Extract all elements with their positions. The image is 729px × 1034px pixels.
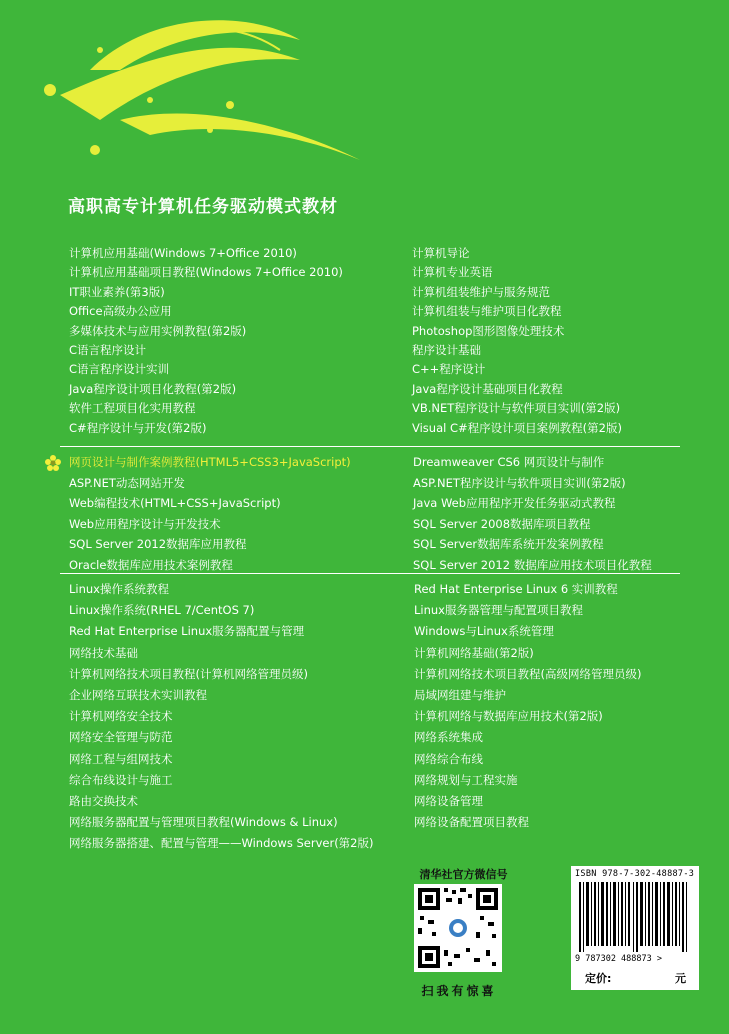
- divider: [60, 573, 680, 574]
- book-title: 局域网组建与维护: [414, 688, 506, 702]
- book-title: 计算机组装维护与服务规范: [412, 284, 550, 299]
- book-title: 网络服务器配置与管理项目教程(Windows & Linux): [69, 815, 338, 830]
- book-title: ASP.NET程序设计与软件项目实训(第2版): [413, 475, 626, 490]
- book-title: C语言程序设计: [69, 343, 147, 357]
- book-title: C#程序设计与开发(第2版): [69, 420, 207, 435]
- book-title: C语言程序设计实训: [69, 362, 170, 377]
- qr-label: 清华社官方微信号: [419, 868, 508, 881]
- series-title: 高职高专计算机任务驱动模式教材: [68, 197, 338, 217]
- book-title: Java Web应用程序开发任务驱动式教程: [413, 496, 616, 511]
- book-title: 网络服务器搭建、配置与管理——Windows Server(第2版): [69, 836, 374, 851]
- divider: [60, 446, 680, 447]
- book-title: 计算机网络技术项目教程(计算机网络管理员级): [69, 666, 308, 681]
- book-title: Java程序设计基础项目化教程: [412, 381, 563, 396]
- book-title: Windows与Linux系统管理: [414, 624, 554, 639]
- book-title: 企业网络互联技术实训教程: [69, 688, 207, 702]
- book-title: 计算机专业英语: [412, 265, 493, 280]
- book-title: 计算机应用基础项目教程(Windows 7+Office 2010): [69, 265, 343, 280]
- book-title: 计算机导论: [412, 246, 470, 260]
- book-title: 计算机应用基础(Windows 7+Office 2010): [69, 246, 297, 260]
- book-title: 网络工程与组网技术: [69, 751, 173, 766]
- book-title: 网络技术基础: [69, 645, 138, 660]
- book-title: SQL Server 2012 数据库应用技术项目化教程: [413, 558, 652, 572]
- scan-text: 扫我有惊喜: [421, 984, 497, 998]
- book-title: Linux服务器管理与配置项目教程: [414, 603, 583, 618]
- qr-code: [414, 884, 502, 972]
- book-title: 计算机组装与维护项目化教程: [412, 304, 562, 319]
- book-title: Linux操作系统教程: [69, 582, 169, 596]
- book-title: 网络规划与工程实施: [414, 772, 518, 787]
- book-title: 网络安全管理与防范: [69, 730, 173, 745]
- barcode-box: [571, 866, 699, 990]
- book-title: 计算机网络基础(第2版): [414, 645, 534, 660]
- book-title: SQL Server 2012数据库应用教程: [69, 537, 247, 552]
- book-title: Office高级办公应用: [69, 304, 172, 319]
- book-title: IT职业素养(第3版): [69, 284, 165, 299]
- barcode-icon: [579, 882, 691, 952]
- book-title: 软件工程项目化实用教程: [69, 401, 196, 416]
- book-title: Web编程技术(HTML+CSS+JavaScript): [69, 496, 281, 511]
- book-title: 网页设计与制作案例教程(HTML5+CSS3+JavaScript): [69, 455, 351, 469]
- book-title: 多媒体技术与应用实例教程(第2版): [69, 323, 247, 338]
- book-title: 网络设备配置项目教程: [414, 815, 529, 830]
- book-title: Visual C#程序设计项目案例教程(第2版): [412, 420, 622, 435]
- book-title: Oracle数据库应用技术案例教程: [69, 558, 233, 572]
- book-title: 网络综合布线: [414, 751, 483, 766]
- book-title: Linux操作系统(RHEL 7/CentOS 7): [69, 603, 255, 618]
- qr-code-icon: [414, 884, 502, 972]
- book-title: Red Hat Enterprise Linux 6 实训教程: [414, 582, 618, 596]
- book-title: Java程序设计项目化教程(第2版): [69, 381, 237, 396]
- book-title: Photoshop图形图像处理技术: [412, 323, 565, 338]
- book-title: C++程序设计: [412, 362, 486, 377]
- barcode-digits: 9 787302 488873 >: [575, 954, 662, 964]
- isbn-text: ISBN 978-7-302-48887-3: [575, 869, 695, 879]
- book-title: 计算机网络与数据库应用技术(第2版): [414, 709, 603, 724]
- book-title: SQL Server 2008数据库项目教程: [413, 516, 591, 531]
- book-title: 计算机网络安全技术: [69, 709, 173, 724]
- book-title: 网络系统集成: [414, 730, 483, 745]
- book-title: 网络设备管理: [414, 794, 483, 808]
- book-title: ASP.NET动态网站开发: [69, 475, 185, 490]
- flower-bullet-icon: [44, 454, 62, 472]
- book-title: Web应用程序设计与开发技术: [69, 516, 221, 531]
- book-title: Dreamweaver CS6 网页设计与制作: [413, 455, 605, 469]
- book-title: 路由交换技术: [69, 794, 138, 808]
- book-title: Red Hat Enterprise Linux服务器配置与管理: [69, 624, 305, 639]
- book-title: 计算机网络技术项目教程(高级网络管理员级): [414, 666, 642, 681]
- book-title: VB.NET程序设计与软件项目实训(第2版): [412, 401, 621, 416]
- price-unit: 元: [675, 972, 686, 985]
- book-title: SQL Server数据库系统开发案例教程: [413, 537, 604, 552]
- book-title: 程序设计基础: [412, 343, 481, 357]
- book-title: 综合布线设计与施工: [69, 772, 173, 787]
- price-label: 定价:: [585, 972, 612, 985]
